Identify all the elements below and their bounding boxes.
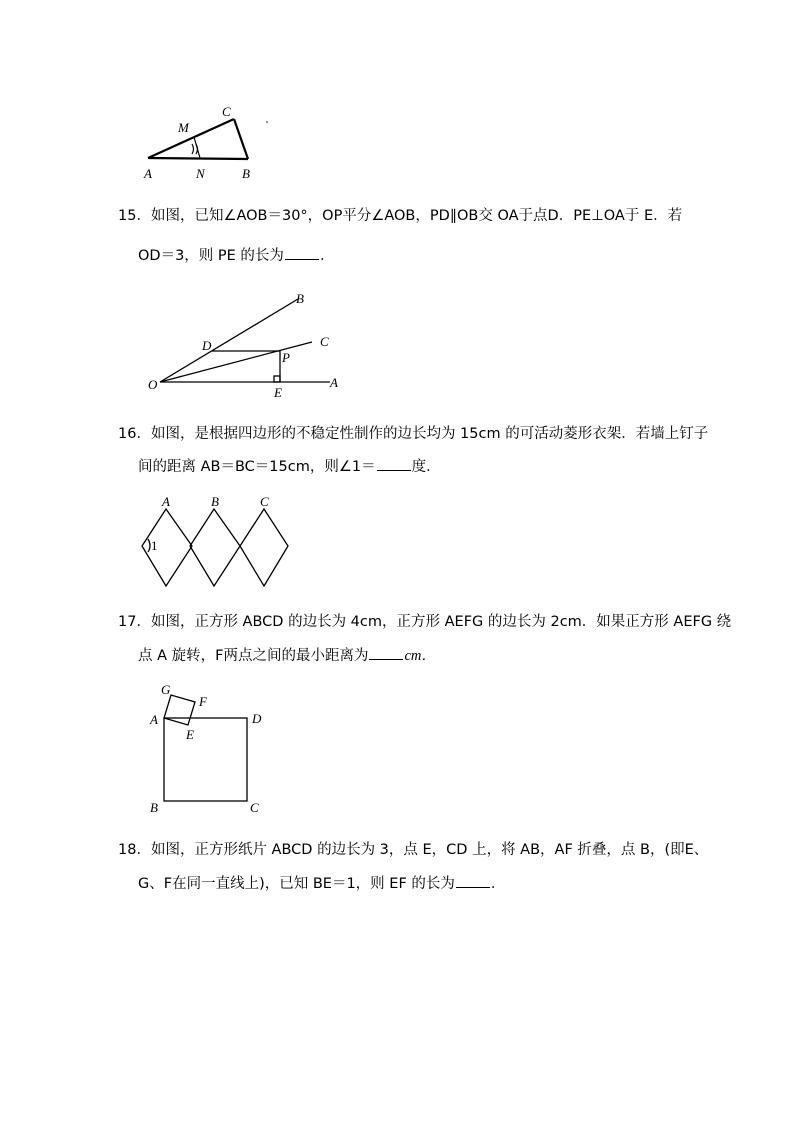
q15-line2: [138, 245, 718, 266]
label-B: B: [150, 800, 158, 815]
label-M: M: [178, 120, 189, 135]
q15-line2-end: ．: [319, 248, 335, 264]
label-A: A: [150, 712, 158, 727]
label-A: A: [144, 166, 152, 181]
square-AEFG: [164, 695, 195, 725]
stray-dot: [266, 121, 268, 123]
triangle-lines: [148, 119, 248, 159]
q16-answer-blank[interactable]: [377, 456, 411, 471]
square-ABCD: [164, 718, 247, 801]
label-C: C: [222, 104, 231, 119]
figure-squares-abcd-aefg: [146, 680, 276, 815]
q18-line2-text: G、F在同一直线上)，已知 BE＝1，则 EF 的长为: [138, 876, 455, 892]
label-C: C: [320, 334, 329, 349]
q15-line1: 15．如图，已知∠AOB＝30°，OP平分∠AOB，PD∥OB交 OA于点D．PE⊥OA于 E．若: [118, 208, 683, 224]
q18-answer-blank[interactable]: [456, 873, 490, 888]
label-C: C: [260, 494, 269, 509]
q17-line1: 17．如图，正方形 ABCD 的边长为 4cm，正方形 AEFG 的边长为 2cm．如果正方形 AEFG 绕: [118, 614, 732, 630]
q18-line2: [138, 873, 718, 894]
q16-line2: [138, 456, 718, 477]
q16-line2-text: 间的距离 AB＝BC＝15cm，则∠1＝: [138, 459, 376, 475]
label-angle-1: 1: [151, 538, 158, 553]
label-E: E: [186, 727, 194, 742]
label-G: G: [161, 682, 171, 697]
q18-line1: 18．如图，正方形纸片 ABCD 的边长为 3，点 E，CD 上，将 AB，AF 折叠，点 B，(即E、: [118, 842, 709, 858]
angle-1-arc: [148, 539, 150, 552]
label-B: B: [296, 291, 304, 306]
q17-answer-blank[interactable]: [369, 645, 403, 660]
label-C: C: [250, 800, 259, 815]
rhombus-3: [240, 509, 288, 586]
ray-OB: [160, 299, 298, 382]
q17-line2-end: cm．: [404, 648, 436, 664]
figure-angle-aob: [140, 285, 360, 405]
label-D: D: [202, 338, 212, 353]
label-A: A: [162, 494, 170, 509]
q18-line2-end: ．: [490, 876, 506, 892]
q15-line2-text: OD＝3，则 PE 的长为: [138, 248, 284, 264]
label-D: D: [252, 711, 262, 726]
q17-line2-text: 点 A 旋转，F两点之间的最小距离为: [138, 648, 369, 664]
figure-rhombus-hanger: [140, 493, 300, 593]
label-B: B: [242, 166, 250, 181]
label-N: N: [196, 166, 205, 181]
q15-answer-blank[interactable]: [285, 245, 319, 260]
label-B: B: [211, 494, 219, 509]
label-O: O: [148, 377, 158, 392]
q16-line1: 16．如图，是根据四边形的不稳定性制作的边长均为 15cm 的可活动菱形衣架．若墙上钉子: [118, 426, 709, 442]
right-angle-mark: [274, 376, 280, 382]
rhombus-2: [190, 509, 240, 586]
q17-line2: [138, 645, 718, 666]
label-E: E: [274, 385, 282, 400]
q16-line2-end: 度．: [411, 459, 441, 475]
figure-triangle-amn: [140, 100, 280, 185]
label-F: F: [199, 694, 207, 709]
label-P: P: [282, 350, 290, 365]
label-A: A: [330, 375, 338, 390]
